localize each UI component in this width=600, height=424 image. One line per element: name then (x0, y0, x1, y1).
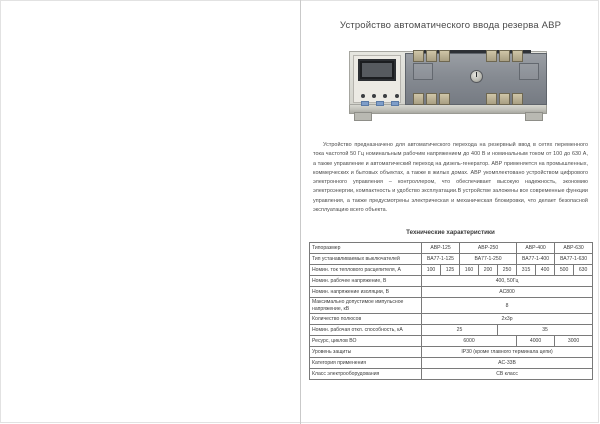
table-row (310, 314, 593, 325)
table-row (310, 243, 593, 254)
table-cell: АС-33В (422, 358, 593, 369)
table-row-label: Номин. ток теплового расцепителя, А (310, 265, 422, 276)
table-cell: 125 (441, 265, 460, 276)
table-cell: 25 (422, 325, 498, 336)
table-row-label: Уровень защиты (310, 347, 422, 358)
table-cell: 400, 50Гц (422, 276, 593, 287)
table-cell: СВ класс (422, 369, 593, 380)
table-row (310, 369, 593, 380)
device-foot-left (354, 112, 372, 121)
table-cell: 4000 (517, 336, 555, 347)
table-cell: АВР-250 (460, 243, 517, 254)
table-row-label: Тип устанавливаемых выключателей (310, 254, 422, 265)
table-row (310, 254, 593, 265)
table-row (310, 358, 593, 369)
table-cell: АВР-630 (555, 243, 593, 254)
table-cell: АВР-400 (517, 243, 555, 254)
terminal-top-5 (499, 50, 510, 62)
table-cell: 8 (422, 298, 593, 314)
terminal-bottom-5 (499, 93, 510, 105)
table-row-label: Номин. рабочее напряжение, В (310, 276, 422, 287)
table-cell: 2х3р (422, 314, 593, 325)
table-cell: ВА77-1-125 (422, 254, 460, 265)
terminal-bottom-1 (413, 93, 424, 105)
table-cell: 500 (555, 265, 574, 276)
terminal-top-3 (439, 50, 450, 62)
device-subpanel-right (519, 63, 539, 80)
product-photo (335, 39, 567, 131)
table-cell: 315 (517, 265, 536, 276)
table-row (310, 265, 593, 276)
controller-display-screen (362, 63, 392, 77)
terminal-top-6 (512, 50, 523, 62)
table-cell: 200 (479, 265, 498, 276)
controller-button (361, 101, 369, 106)
table-cell: 100 (422, 265, 441, 276)
page-content-column (301, 0, 600, 424)
table-cell: ВА77-1-250 (460, 254, 517, 265)
table-cell: 630 (574, 265, 593, 276)
table-row (310, 276, 593, 287)
terminal-top-2 (426, 50, 437, 62)
device-subpanel-left (413, 63, 433, 80)
controller-button (391, 101, 399, 106)
table-cell: ВА77-1-630 (555, 254, 593, 265)
table-cell: 160 (460, 265, 479, 276)
controller-button (376, 101, 384, 106)
table-row-label: Количество полюсов (310, 314, 422, 325)
page-title: Устройство автоматического ввода резерва АВР (339, 20, 562, 31)
terminal-bottom-3 (439, 93, 450, 105)
terminal-bottom-6 (512, 93, 523, 105)
device-foot-right (525, 112, 543, 121)
terminal-top-4 (486, 50, 497, 62)
table-cell: IP30 (кроме главного терминала цепи) (422, 347, 593, 358)
table-cell: АВР-125 (422, 243, 460, 254)
table-cell: АС800 (422, 287, 593, 298)
table-row-label: Категория применения (310, 358, 422, 369)
table-cell: 3000 (555, 336, 593, 347)
table-row-label: Номин. напряжение изоляции, В (310, 287, 422, 298)
intro-paragraph: Устройство предназначено для автоматического перехода на резервный ввод в сетях переменного тока частотой 50 Гц номинальным рабочим напряжением до 400 В и номинальным током от 100 до 630 А, а также управление и автоматический переход на дизель-генератор. АВР применяется на промышленных, коммерческих и бытовых объектах, а также в жилых домах. АВР укомплектовано устройством цифрового электронного управления – контроллером, что обеспечивает высокую надежность, экономию электроэнергии, компактность и удобство эксплуатации.В устройстве заложены все современные функции управления, а также предусмотрены электрическая и механическая блокировки, что делает безопасной эксплуатацию всего объекта. (313, 142, 588, 214)
table-row-label: Класс электрооборудования (310, 369, 422, 380)
table-row-label: Номин. рабочая откл. способность, кА (310, 325, 422, 336)
table-cell: 35 (498, 325, 593, 336)
device-selector-knob (470, 70, 483, 83)
table-cell: 6000 (422, 336, 517, 347)
table-row-label: Максимально допустимое импульсное напряжение, кВ (310, 298, 422, 314)
terminal-bottom-4 (486, 93, 497, 105)
table-row (310, 347, 593, 358)
table-row-label: Типоразмер (310, 243, 422, 254)
terminal-bottom-2 (426, 93, 437, 105)
specs-table-body (310, 243, 593, 380)
specs-heading: Технические характеристики (406, 229, 495, 237)
terminal-top-1 (413, 50, 424, 62)
specs-table (309, 242, 593, 380)
table-row (310, 325, 593, 336)
table-cell: ВА77-1-400 (517, 254, 555, 265)
controller-button-row (361, 93, 403, 111)
table-cell: 250 (498, 265, 517, 276)
table-row (310, 336, 593, 347)
table-row (310, 287, 593, 298)
table-cell: 400 (536, 265, 555, 276)
table-row (310, 298, 593, 314)
table-row-label: Ресурс, циклов ВО (310, 336, 422, 347)
